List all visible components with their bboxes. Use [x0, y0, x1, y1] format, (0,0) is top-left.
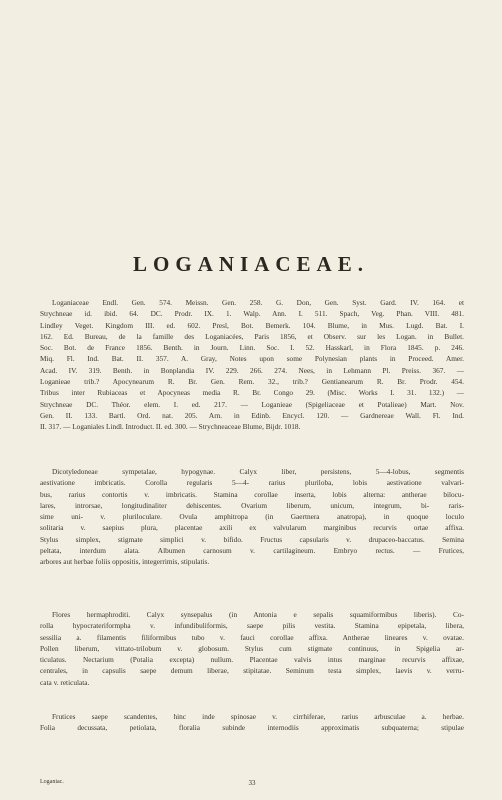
text-line: Flores hermaphroditi. Calyx synsepalus (in Antonia e sepalis squamiformibus liberis). Co- [52, 610, 464, 619]
text-line: Lindley Veget. Kingdom III. ed. 602. Presl, Bot. Bemerk. 104. Blume, in Mus. Lugd. Bat. I. [40, 320, 464, 330]
text-line: Pollen liberum, vittato-trilobum v. globosum. Stylus cum stigmate continuus, in Spigelia ar- [40, 643, 464, 653]
footer-signature: Loganiac. [40, 779, 64, 785]
description-paragraph [40, 609, 464, 688]
text-line: Frutices saepe scandentes, hinc inde spinosae v. cirrhiferae, rarius arbusculae a. herbae. [52, 712, 464, 721]
text-line: peltata, interdum alata. Albumen carnosum v. cartilagineum. Embryo rectus. — Frutices, [40, 546, 464, 556]
text-line: arbores aut herbae foliis oppositis, integerrimis, stipulatis. [40, 557, 210, 567]
text-line: sessilia a. filamentis filiformibus tubo v. fauci corollae affixa. Antherae lineares v. ovatae. [40, 632, 464, 642]
text-line: bus, rarius contortis v. imbricatis. Stamina corollae inserta, lobis alterna: antherae bilocu- [40, 489, 464, 499]
text-line: II. 317. — Loganiales Lindl. Introduct. II. ed. 300. — Strychneaceae Blume, Bijdr. 1018. [40, 422, 301, 432]
text-line: Dicotyledoneae sympetalae, hypogynae. Calyx liber, persistens, 5—4-lobus, segmentis [52, 467, 464, 476]
text-line: Strychneae id. ibid. 64. DC. Prodr. IX. 1. Walp. Ann. I. 511. Spach, Veg. Phan. VIII. 481. [40, 309, 464, 319]
page-number: 33 [248, 779, 256, 787]
text-line: Folia decussata, petiolata, floralia subinde internodiis approximatis subquaterna; stipulae [40, 723, 464, 733]
text-line: Gen. II. 133. Bartl. Ord. nat. 205. Arn. in Edinb. Encycl. 120. — Gardnereae Wall. Fl. Ind. [40, 410, 464, 420]
synonymy-paragraph [40, 297, 464, 433]
text-line: ticulatus. Nectarium (Potalia excepta) nullum. Placentae valvis intus marginae recurvis affixae, [40, 655, 464, 665]
page-title: LOGANIACEAE. [133, 252, 369, 276]
text-line: Strychneae DC. Théor. elem. I. ed. 217. — Loganieae (Spigeliaceae et Potalieae) Mart. Nov. [40, 399, 464, 409]
text-line: cata v. reticulata. [40, 677, 90, 687]
text-line: solitaria v. saepius plura, placentae axili ex valvularum marginibus recurvis ortae affixa. [40, 523, 464, 533]
text-line: Miq. Fl. Ind. Bat. II. 357. A. Gray, Notes upon some Polynesian plants in Proceed. Amer. [40, 354, 464, 364]
text-line: Soc. Bot. de France 1856. Benth. in Journ. Linn. Soc. I. 52. Hasskarl, in Flora 1845. p. 246. [40, 343, 464, 353]
text-line: lares, introrsae, longitudinaliter dehiscentes. Ovarium liberum, unicum, integrum, bi- raris- [40, 500, 464, 510]
text-line: Loganiaceae Endl. Gen. 574. Meissn. Gen. 258. G. Don, Gen. Syst. Gard. IV. 164. et [52, 298, 464, 307]
text-line: 162. Ed. Bureau, de la famille des Loganiacées, Paris 1856, et Observ. sur les Logan. in Bullet. [40, 331, 464, 341]
text-line: aestivatione imbricatis. Corolla regularis 5—4- rarius pluriloba, lobis aestivatione valvari- [40, 478, 464, 488]
text-line: Stylus simplex, stigmate simplici v. bifido. Fructus capsularis v. drupaceo-baccatus. Semina [40, 534, 464, 544]
text-line: sime uni- v. pluriloculare. Ovula amphitropa (in Gaertnera anatropa), in quoque loculo [40, 512, 464, 522]
diagnosis-paragraph [40, 466, 464, 568]
text-line: Tribus inter Rubiaceas et Apocyneas media R. Br. Congo 29. (Misc. Works I. 31. 132.) — [40, 388, 464, 398]
habit-paragraph [40, 711, 464, 734]
text-line: Loganieae trib.? Apocynearum R. Br. Gen. Rem. 32., trib.? Gentianearum R. Br. Prodr. 454. [40, 377, 464, 387]
text-line: Acad. IV. 319. Benth. in Bonplandia IV. 229. 266. 274. Nees, in Lehmann Pl. Preiss. 367. — [40, 365, 464, 375]
text-line: rolla hypocrateriformpha v. infundibuliformis, saepe pilis vestita. Stamina epipetala, libera, [40, 621, 464, 631]
text-line: centrales, in capsulis saepe demum liberae, stipitatae. Seminum testa simplex, laevis v. verru- [40, 666, 464, 676]
